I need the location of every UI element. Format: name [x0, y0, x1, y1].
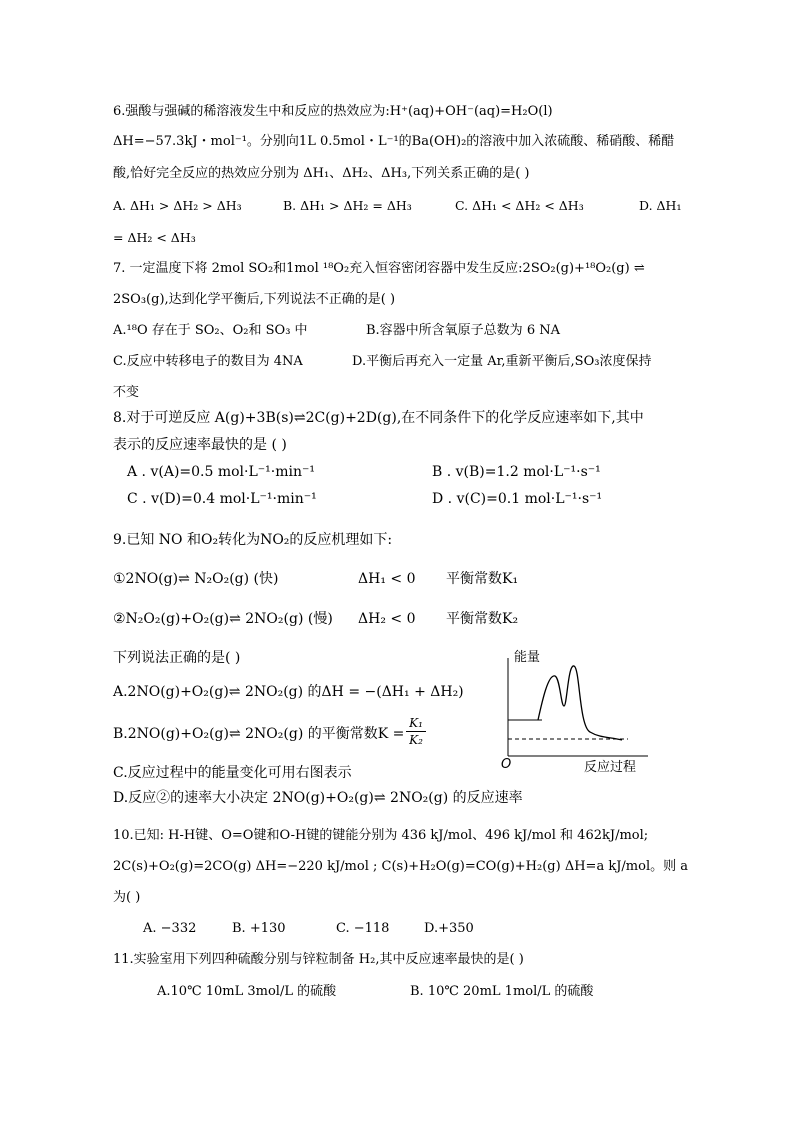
q10-option-c: C. −118: [336, 921, 390, 936]
q8-option-a: A . v(A)=0.5 mol·L⁻¹·min⁻¹: [127, 464, 316, 480]
q7-stem-line2: 2SO₃(g),达到化学平衡后,下列说法不正确的是( ): [113, 292, 396, 307]
y-axis-label: 能量: [514, 650, 541, 665]
q6-stem-line2: ΔH=−57.3kJ・mol⁻¹。分别向1L 0.5mol・L⁻¹的Ba(OH)₂的溶液中加入浓硫酸、稀硝酸、稀醋: [113, 134, 675, 149]
q8-stem-line1: 8.对于可逆反应 A(g)+3B(s)⇌2C(g)+2D(g),在不同条件下的化学反应速率如下,其中: [113, 410, 644, 426]
q7-stem-line1: 7. 一定温度下将 2mol SO₂和1mol ¹⁸O₂充入恒容密闭容器中发生反应:2SO₂(g)+¹⁸O₂(g) ⇌: [113, 261, 645, 276]
q10-stem-line2: 2C(s)+O₂(g)=2CO(g) ΔH=−220 kJ/mol ; C(s)+H₂O(g)=CO(g)+H₂(g) ΔH=a kJ/mol。则 a: [113, 859, 688, 874]
q9-step1: ①2NO(g)⇌ N₂O₂(g) (快): [113, 571, 279, 587]
q6-option-a: A. ΔH₁ > ΔH₂ > ΔH₃: [113, 198, 242, 213]
q6-stem-line1: 6.强酸与强碱的稀溶液发生中和反应的热效应为:H⁺(aq)+OH⁻(aq)=H₂O(l): [113, 104, 553, 119]
q9-option-d: D.反应②的速率大小决定 2NO(g)+O₂(g)⇌ 2NO₂(g) 的反应速率: [113, 790, 523, 806]
q8-option-b: B . v(B)=1.2 mol·L⁻¹·s⁻¹: [432, 464, 601, 480]
q9-option-a: A.2NO(g)+O₂(g)⇌ 2NO₂(g) 的ΔH = −(ΔH₁ + ΔH₂): [113, 684, 464, 700]
q8-option-c: C . v(D)=0.4 mol·L⁻¹·min⁻¹: [127, 491, 317, 507]
q10-option-d: D.+350: [424, 921, 474, 936]
q9-option-b: B.2NO(g)+O₂(g)⇌ 2NO₂(g) 的平衡常数K =: [113, 726, 405, 742]
q9-step2-dh: ΔH₂ < 0: [358, 611, 416, 627]
q11-option-a: A.10℃ 10mL 3mol/L 的硫酸: [157, 984, 337, 999]
q7-option-a: A.¹⁸O 存在于 SO₂、O₂和 SO₃ 中: [113, 323, 308, 338]
q9-stem: 9.已知 NO 和O₂转化为NO₂的反应机理如下:: [113, 532, 393, 548]
q9-prompt: 下列说法正确的是( ): [113, 650, 241, 666]
q10-option-a: A. −332: [143, 921, 197, 936]
q6-option-d: D. ΔH₁: [639, 198, 682, 213]
x-axis-label: 反应过程: [584, 760, 637, 774]
q10-stem-line3: 为( ): [113, 890, 141, 905]
fraction-bar: [406, 731, 426, 732]
q10-option-b: B. +130: [232, 921, 286, 936]
origin-label: O: [501, 757, 512, 772]
q6-option-d-cont: = ΔH₂ < ΔH₃: [113, 230, 196, 245]
fraction-numerator: K₁: [409, 716, 423, 730]
q8-stem-line2: 表示的反应速率最快的是 ( ): [113, 437, 287, 453]
energy-profile-diagram: [498, 644, 658, 774]
energy-curve: [538, 666, 622, 740]
q8-option-d: D . v(C)=0.1 mol·L⁻¹·s⁻¹: [432, 491, 603, 507]
q6-option-c: C. ΔH₁ < ΔH₂ < ΔH₃: [455, 198, 584, 213]
q10-stem-line1: 10.已知: H-H键、O=O键和O-H键的键能分别为 436 kJ/mol、496 kJ/mol 和 462kJ/mol;: [113, 828, 649, 843]
q7-option-b: B.容器中所含氧原子总数为 6 NA: [366, 323, 560, 338]
q7-option-d: D.平衡后再充入一定量 Ar,重新平衡后,SO₃浓度保持: [352, 354, 652, 369]
q9-step1-dh: ΔH₁ < 0: [358, 571, 416, 587]
q6-stem-line3: 酸,恰好完全反应的热效应分别为 ΔH₁、ΔH₂、ΔH₃,下列关系正确的是( ): [113, 166, 530, 181]
q9-step2: ②N₂O₂(g)+O₂(g)⇌ 2NO₂(g) (慢): [113, 611, 333, 627]
q9-step1-k: 平衡常数K₁: [446, 571, 519, 587]
fraction-denominator: K₂: [409, 733, 423, 747]
q9-option-b-fraction: [406, 716, 426, 747]
q7-option-d-cont: 不变: [113, 385, 140, 400]
q9-step2-k: 平衡常数K₂: [446, 611, 519, 627]
q11-stem: 11.实验室用下列四种硫酸分别与锌粒制备 H₂,其中反应速率最快的是( ): [113, 952, 524, 967]
q6-option-b: B. ΔH₁ > ΔH₂ = ΔH₃: [283, 198, 412, 213]
q11-option-b: B. 10℃ 20mL 1mol/L 的硫酸: [410, 984, 594, 999]
q7-option-c: C.反应中转移电子的数目为 4NA: [113, 354, 303, 369]
q9-option-c: C.反应过程中的能量变化可用右图表示: [113, 765, 352, 781]
